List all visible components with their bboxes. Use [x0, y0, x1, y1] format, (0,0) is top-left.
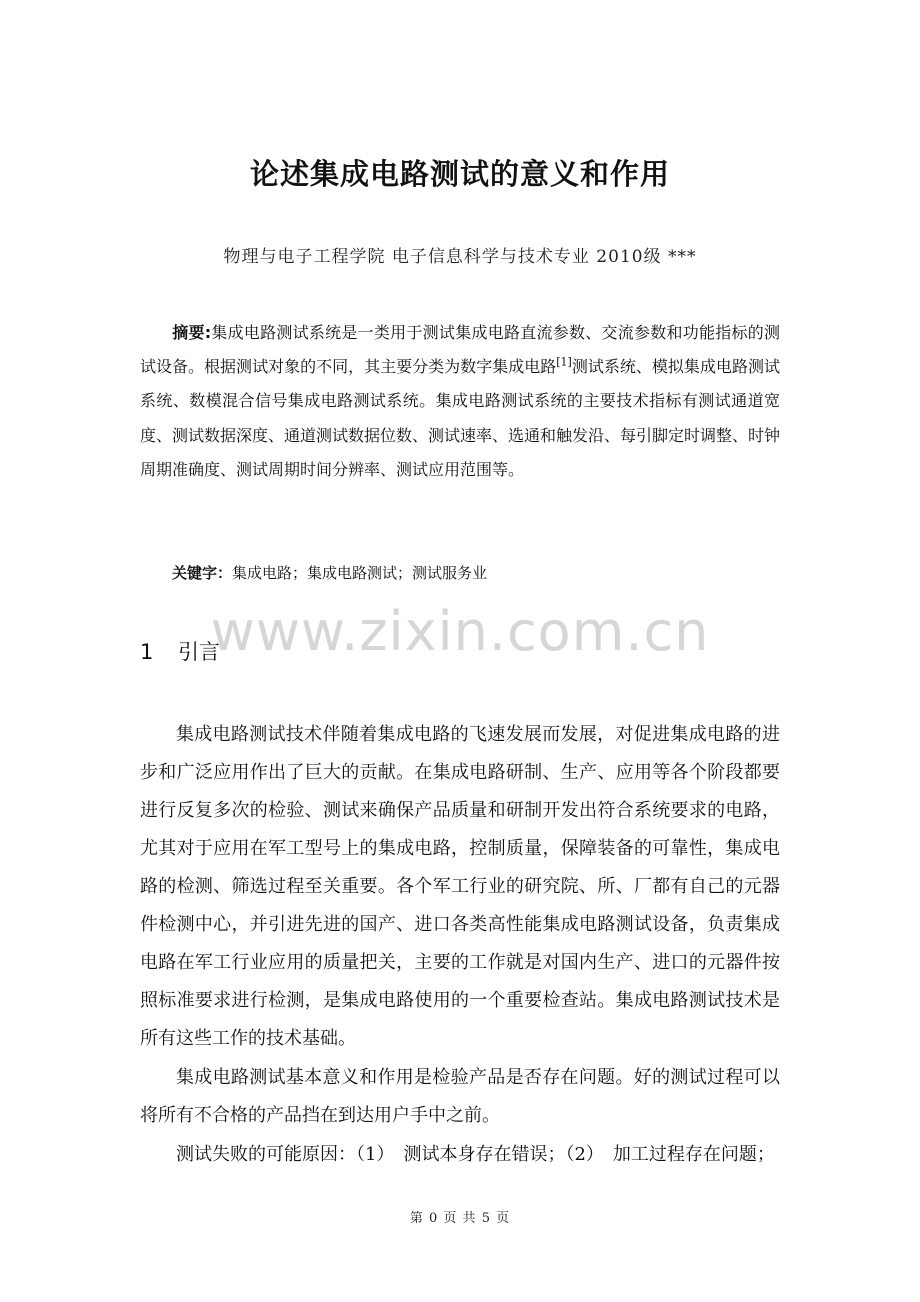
paragraph: 集成电路测试技术伴随着集成电路的飞速发展而发展，对促进集成电路的进步和广泛应用作出了巨大的贡献。在集成电路研制、生产、应用等各个阶段都要进行反复多次的检验、测试来确保产品质量和研制开发出符合系统要求的电路，尤其对于应用在军工型号上的集成电路，控制质量，保障装备的可靠性，集成电路的检测、筛选过程至关重要。各个军工行业的研究院、所、厂都有自己的元器件检测中心，并引进先进的国产、进口各类高性能集成电路测试设备，负责集成电路在军工行业应用的质量把关，主要的工作就是对国内生产、进口的元器件按照标准要求进行检测，是集成电路使用的一个重要检查站。集成电路测试技术是所有这些工作的技术基础。: [140, 724, 780, 1049]
abstract: [140, 316, 780, 487]
page-footer: 第 0 页 共 5 页: [409, 1211, 511, 1226]
abstract-label: 摘要:: [172, 323, 212, 342]
body-text: [140, 716, 780, 1174]
document-title: 论述集成电路测试的意义和作用: [249, 157, 670, 191]
author-line: 物理与电子工程学院 电子信息科学与技术专业 2010级 ***: [223, 247, 697, 267]
citation-ref[interactable]: [1]: [556, 355, 572, 369]
abstract-text-part2: 测试系统、模拟集成电路测试系统、数模混合信号集成电路测试系统。集成电路测试系统的主要技术指标有测试通道宽度、测试数据深度、通道测试数据位数、测试速率、选通和触发沿、每引脚定时调整、时钟周期准确度、测试周期时间分辨率、测试应用范围等。: [140, 357, 781, 479]
paragraph: 测试失败的可能原因：（1） 测试本身存在错误；（2） 加工过程存在问题；: [176, 1144, 775, 1165]
section-number: 1: [140, 640, 154, 664]
keywords-text: 集成电路；集成电路测试；测试服务业: [232, 564, 488, 582]
section-heading: [140, 636, 220, 666]
keywords: [172, 562, 487, 583]
keywords-label: 关键字：: [172, 564, 233, 582]
paragraph: 集成电路测试基本意义和作用是检验产品是否存在问题。好的测试过程可以将所有不合格的产品挡在到达用户手中之前。: [140, 1067, 780, 1126]
section-title: 引言: [178, 640, 220, 664]
watermark: www.zixin.com.cn: [210, 600, 710, 663]
abstract-text-part1: 集成电路测试系统是一类用于测试集成电路直流参数、交流参数和功能指标的测试设备。根据测试对象的不同，其主要分类为数字集成电路: [140, 323, 780, 377]
